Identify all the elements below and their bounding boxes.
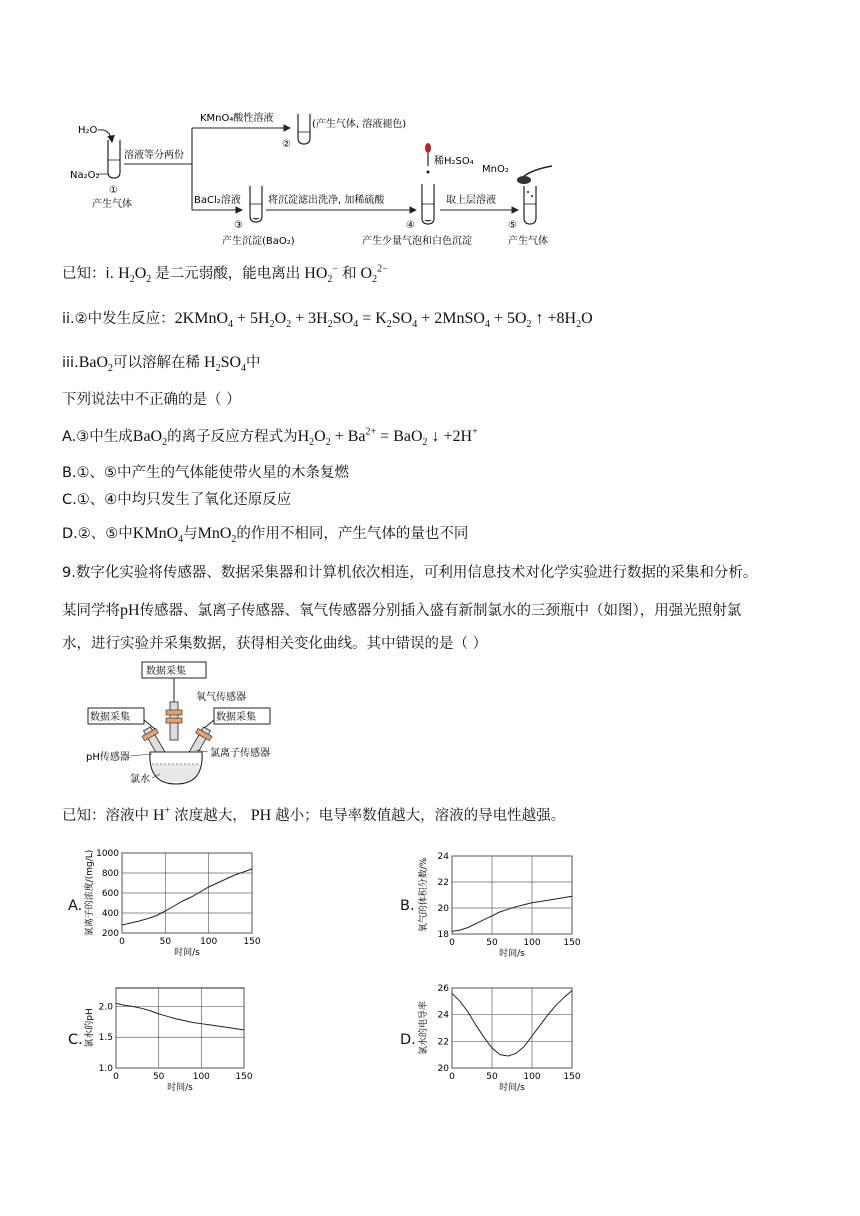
- upper-label: 取上层溶液: [446, 195, 496, 206]
- q9-line-3: 水，进行实验并采集数据，获得相关变化曲线。其中错误的是（ ）: [62, 636, 488, 652]
- tube-3-label: 产生沉淀(BaO₂): [222, 236, 295, 247]
- x-tick-label: 100: [200, 937, 218, 947]
- known-iii: iii.BaO$_2$可以溶解在稀 $H_2SO_4$中: [62, 354, 261, 375]
- x-axis-label: 时间/s: [499, 949, 525, 959]
- y-tick-label: 1.5: [98, 1033, 113, 1044]
- chart-d-label: D.: [400, 1032, 416, 1048]
- known-i: 已知：i. $H_2O_2$ 是二元弱酸，能电离出 $HO_2^-$ 和 $O_2^{2-}$: [62, 263, 388, 286]
- y-tick-label: 400: [101, 909, 119, 919]
- y-axis-label: 氧气的体积分数/%: [419, 857, 429, 933]
- x-tick-label: 100: [192, 1072, 210, 1082]
- x-tick-label: 50: [159, 937, 172, 947]
- test-tube-3: [250, 186, 262, 222]
- tube-4-number: ④: [406, 220, 415, 231]
- tube-2-number: ②: [282, 139, 291, 150]
- tube-3-number: ③: [234, 220, 243, 231]
- question-8: 下列说法中不正确的是（ ）: [62, 392, 241, 408]
- chart-b-label: B.: [400, 898, 415, 914]
- chart-c-label: C.: [68, 1032, 83, 1048]
- y-axis-label: 氯离子的浓度/(mg/L): [85, 849, 95, 937]
- chart-a-label: A.: [68, 898, 83, 914]
- test-tube-2: [298, 114, 310, 144]
- y-tick-label: 200: [101, 929, 119, 939]
- option-a: A.③中生成BaO$_2$的离子反应方程式为$H_2O_2 + Ba^{2+} = BaO_2$ ↓ +2H+: [62, 426, 478, 449]
- tube-5-label: 产生气体: [508, 236, 548, 247]
- q9-line-1: 9.数字化实验将传感器、数据采集器和计算机依次相连，可利用信息技术对化学实验进行数据的采集和分析。: [62, 565, 758, 581]
- kmno4-label: KMnO₄酸性溶液: [200, 113, 274, 124]
- ph-sensor-label: pH传感器: [86, 752, 130, 763]
- y-axis-label: 氯水的pH: [85, 1008, 95, 1048]
- test-tube-1: [108, 140, 120, 178]
- y-tick-label: 800: [101, 869, 119, 879]
- x-axis-label: 时间/s: [499, 1083, 525, 1093]
- plot-frame: [452, 988, 572, 1068]
- x-tick-label: 150: [235, 1072, 253, 1082]
- known-note: 已知：溶液中 H+ 浓度越大， PH 越小；电导率数值越大，溶液的导电性越强。: [62, 805, 566, 824]
- y-tick-label: 1000: [96, 849, 119, 859]
- x-tick-label: 50: [486, 938, 498, 948]
- o2-sensor-label: 氧气传感器: [196, 692, 246, 703]
- y-tick-label: 18: [437, 930, 449, 940]
- x-tick-label: 150: [563, 938, 581, 948]
- right-collector-label: 数据采集: [216, 712, 256, 723]
- tube-5-number: ⑤: [508, 220, 517, 231]
- cl-sensor-label: 氯离子传感器: [210, 748, 270, 759]
- dropper: [425, 143, 431, 174]
- chart-ph: [84, 982, 264, 1094]
- chlorine-water-label: 氯水: [130, 774, 150, 785]
- x-tick-label: 0: [113, 1072, 119, 1082]
- test-tube-4: [422, 184, 434, 224]
- wash-label: 将沉淀滤出洗净, 加稀硫酸: [268, 195, 385, 206]
- y-tick-label: 24: [437, 1010, 449, 1021]
- flow-diagram: [62, 100, 562, 250]
- bacl2-label: BaCl₂溶液: [194, 195, 241, 206]
- plot-frame: [452, 856, 572, 934]
- na2o2-label: Na₂O₂: [70, 170, 100, 181]
- left-collector-label: 数据采集: [90, 712, 130, 723]
- x-tick-label: 50: [486, 1072, 498, 1082]
- h2so4-label: 稀H₂SO₄: [434, 156, 474, 167]
- x-axis-label: 时间/s: [167, 1083, 193, 1093]
- y-tick-label: 26: [437, 984, 449, 994]
- x-tick-label: 100: [523, 938, 541, 948]
- option-c: C.①、④中均只发生了氧化还原反应: [62, 492, 292, 508]
- tube-4-label: 产生少量气泡和白色沉淀: [362, 236, 472, 247]
- y-tick-label: 24: [437, 852, 449, 862]
- spatula: [517, 166, 552, 184]
- x-tick-label: 0: [449, 938, 455, 948]
- tube-1-number: ①: [109, 185, 118, 196]
- y-tick-label: 1.0: [98, 1064, 113, 1074]
- x-tick-label: 0: [449, 1072, 455, 1082]
- chart-chloride-concentration: [84, 845, 264, 960]
- y-tick-label: 22: [437, 878, 449, 888]
- x-tick-label: 150: [243, 937, 261, 947]
- tube-2-label: (产生气体, 溶液褪色): [312, 119, 407, 130]
- y-axis-label: 氯水的电导率: [419, 1000, 429, 1056]
- y-tick-label: 2.0: [98, 1002, 113, 1013]
- chart-oxygen-fraction: [418, 850, 588, 960]
- mno2-label: MnO₂: [482, 164, 509, 175]
- y-tick-label: 22: [437, 1037, 449, 1048]
- split-label: 溶液等分两份: [124, 150, 184, 161]
- top-collector-label: 数据采集: [146, 666, 186, 677]
- test-tube-5: [524, 186, 536, 224]
- tube-1-label: 产生气体: [92, 199, 132, 210]
- x-axis-label: 时间/s: [174, 948, 200, 958]
- x-tick-label: 50: [152, 1072, 165, 1082]
- chart-conductivity: [418, 982, 588, 1094]
- y-tick-label: 600: [101, 889, 119, 899]
- known-ii: ii.②中发生反应：2KMnO$_4$ + $5H_2O_2 + 3H_2SO_4 = K_2SO_4$ + 2MnSO$_4$ + $5O_2$ ↑ $+8H_2O$: [62, 310, 593, 331]
- q9-line-2: 某同学将pH传感器、氯离子传感器、氧气传感器分别插入盛有新制氯水的三颈瓶中（如图），用强光照射氯: [62, 602, 742, 619]
- y-tick-label: 20: [437, 1064, 449, 1074]
- plot-frame: [116, 988, 244, 1068]
- option-d: D.②、⑤中KMnO$_4$与MnO$_2$的作用不相同，产生气体的量也不同: [62, 525, 469, 546]
- apparatus-diagram: [84, 660, 304, 790]
- y-tick-label: 20: [437, 904, 449, 914]
- x-tick-label: 150: [563, 1072, 581, 1082]
- h2o-label: H₂O: [78, 125, 98, 136]
- option-b: B.①、⑤中产生的气体能使带火星的木条复燃: [62, 465, 350, 481]
- x-tick-label: 100: [523, 1072, 541, 1082]
- x-tick-label: 0: [119, 937, 125, 947]
